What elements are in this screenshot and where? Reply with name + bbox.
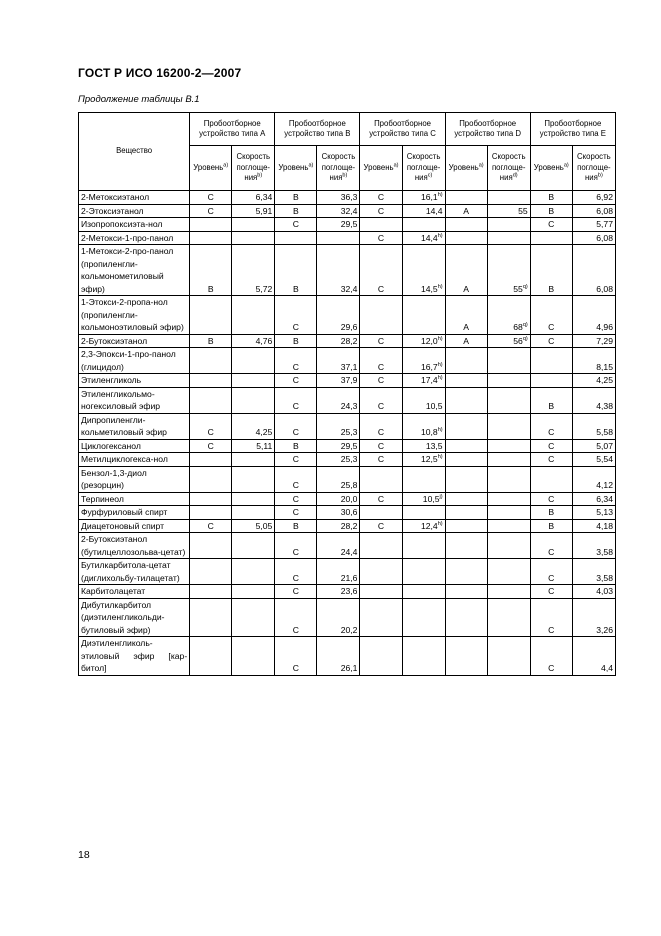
- level-cell-e: В: [530, 506, 572, 520]
- rate-cell-e: 5,58: [572, 413, 615, 439]
- level-cell-d: [445, 374, 487, 388]
- level-cell-a: В: [190, 334, 232, 348]
- level-cell-d: [445, 413, 487, 439]
- level-cell-a: С: [190, 439, 232, 453]
- table-row: [79, 296, 616, 335]
- table-row: [79, 506, 616, 520]
- footnote-marker: h): [437, 454, 443, 461]
- level-cell-d: [445, 218, 487, 232]
- rate-cell-d: [487, 598, 530, 637]
- level-cell-b: В: [275, 519, 317, 533]
- rate-cell-c: 12,0$^{h)}$: [402, 334, 445, 348]
- rate-cell-a: [232, 598, 275, 637]
- substance-name: Бутилкарбитола-цетат (диглихольбу-тилацетат): [79, 559, 190, 585]
- substance-name: Терпинеол: [79, 492, 190, 506]
- rate-cell-a: [232, 374, 275, 388]
- rate-cell-c: 10,8$^{h)}$: [402, 413, 445, 439]
- level-cell-a: В: [190, 245, 232, 296]
- substance-name: Бензол-1,3-диол (резорцин): [79, 466, 190, 492]
- rate-header-e: Скорость поглоще-ния$^{b)}$: [572, 146, 615, 191]
- level-cell-b: С: [275, 218, 317, 232]
- level-cell-d: [445, 637, 487, 676]
- rate-cell-e: 6,08: [572, 245, 615, 296]
- level-cell-d: [445, 598, 487, 637]
- rate-cell-b: 29,5: [317, 218, 360, 232]
- rate-cell-d: [487, 387, 530, 413]
- level-cell-c: [360, 598, 402, 637]
- rate-cell-a: [232, 296, 275, 335]
- rate-cell-c: 14,5$^{h)}$: [402, 245, 445, 296]
- level-cell-c: [360, 533, 402, 559]
- table-row: [79, 348, 616, 374]
- rate-cell-d: [487, 559, 530, 585]
- group-header-e: Пробоотборное устройство типа Е: [530, 113, 615, 146]
- footnote-marker: h): [437, 335, 443, 342]
- footnote-marker: h): [437, 283, 443, 290]
- substance-name: Этиленгликольмо-ногексиловый эфир: [79, 387, 190, 413]
- rate-cell-b: [317, 231, 360, 245]
- group-header-c: Пробоотборное устройство типа С: [360, 113, 445, 146]
- level-cell-b: [275, 231, 317, 245]
- rate-cell-b: 29,6: [317, 296, 360, 335]
- table-row: [79, 637, 616, 676]
- level-cell-b: С: [275, 453, 317, 467]
- rate-cell-d: [487, 413, 530, 439]
- level-cell-a: [190, 598, 232, 637]
- level-cell-c: С: [360, 492, 402, 506]
- rate-cell-a: [232, 348, 275, 374]
- level-cell-d: [445, 439, 487, 453]
- level-header-a: Уровень$^{а)}$: [190, 146, 232, 191]
- substance-name: Этиленгликоль: [79, 374, 190, 388]
- level-cell-b: С: [275, 387, 317, 413]
- level-cell-d: [445, 466, 487, 492]
- rate-cell-e: 4,25: [572, 374, 615, 388]
- table-row: [79, 374, 616, 388]
- rate-cell-c: 16,7$^{h)}$: [402, 348, 445, 374]
- substance-name: 2-Метоксиэтанол: [79, 191, 190, 205]
- rate-cell-b: 23,6: [317, 585, 360, 599]
- table-row: [79, 466, 616, 492]
- level-cell-a: [190, 506, 232, 520]
- footnote-marker: h): [437, 520, 443, 527]
- level-cell-c: [360, 585, 402, 599]
- rate-cell-b: 20,0: [317, 492, 360, 506]
- rate-cell-b: 24,4: [317, 533, 360, 559]
- rate-cell-a: 5,91: [232, 204, 275, 218]
- substance-name: Фурфуриловый спирт: [79, 506, 190, 520]
- rate-cell-b: 25,3: [317, 453, 360, 467]
- level-cell-e: С: [530, 637, 572, 676]
- level-cell-a: [190, 374, 232, 388]
- rate-header-d: Скорость поглоще-ния$^{d)}$: [487, 146, 530, 191]
- rate-cell-e: 4,03: [572, 585, 615, 599]
- table-row: [79, 453, 616, 467]
- level-cell-a: [190, 387, 232, 413]
- level-cell-d: [445, 506, 487, 520]
- rate-cell-d: [487, 218, 530, 232]
- group-header-a: Пробоотборное устройство типа А: [190, 113, 275, 146]
- level-cell-c: С: [360, 231, 402, 245]
- rate-header-a: Скорость поглоще-ния$^{b)}$: [232, 146, 275, 191]
- table-row: [79, 218, 616, 232]
- table-row: [79, 334, 616, 348]
- substance-name: 2-Этоксиэтанол: [79, 204, 190, 218]
- group-header-d: Пробоотборное устройство типа D: [445, 113, 530, 146]
- rate-cell-e: 6,92: [572, 191, 615, 205]
- table-row: [79, 245, 616, 296]
- level-cell-a: [190, 453, 232, 467]
- level-cell-d: [445, 559, 487, 585]
- rate-cell-a: 5,72: [232, 245, 275, 296]
- level-cell-e: [530, 231, 572, 245]
- rate-cell-a: [232, 559, 275, 585]
- rate-cell-c: [402, 218, 445, 232]
- level-header-e: Уровень$^{а)}$: [530, 146, 572, 191]
- level-cell-a: [190, 559, 232, 585]
- level-cell-b: В: [275, 334, 317, 348]
- level-cell-d: [445, 585, 487, 599]
- level-cell-c: [360, 296, 402, 335]
- level-cell-e: [530, 348, 572, 374]
- rate-cell-c: [402, 585, 445, 599]
- level-cell-e: В: [530, 245, 572, 296]
- table-row: [79, 413, 616, 439]
- footnote-marker: h): [437, 375, 443, 382]
- substance-name: Диэтиленгликоль-этиловый эфир [кар-битол]: [79, 637, 190, 676]
- rate-cell-a: 5,05: [232, 519, 275, 533]
- rate-cell-b: 21,6: [317, 559, 360, 585]
- rate-cell-a: 6,34: [232, 191, 275, 205]
- rate-cell-e: 4,96: [572, 296, 615, 335]
- rate-cell-c: 10,5$^{j)}$: [402, 492, 445, 506]
- level-cell-b: С: [275, 533, 317, 559]
- rate-cell-e: 4,38: [572, 387, 615, 413]
- substance-header: Вещество: [79, 113, 190, 191]
- rate-cell-e: 5,13: [572, 506, 615, 520]
- rate-cell-e: 4,4: [572, 637, 615, 676]
- rate-cell-e: 4,12: [572, 466, 615, 492]
- rate-cell-c: 13,5: [402, 439, 445, 453]
- rate-cell-e: 3,58: [572, 559, 615, 585]
- level-cell-a: [190, 348, 232, 374]
- level-cell-a: [190, 533, 232, 559]
- rate-cell-e: 6,34: [572, 492, 615, 506]
- table-row: [79, 387, 616, 413]
- rate-cell-a: [232, 533, 275, 559]
- level-cell-c: С: [360, 374, 402, 388]
- level-cell-e: В: [530, 204, 572, 218]
- footnote-marker: j): [439, 493, 443, 500]
- rate-cell-a: 5,11: [232, 439, 275, 453]
- rate-cell-e: 6,08: [572, 204, 615, 218]
- rate-cell-b: 32,4: [317, 204, 360, 218]
- level-cell-e: С: [530, 533, 572, 559]
- level-cell-a: [190, 296, 232, 335]
- level-cell-c: С: [360, 348, 402, 374]
- level-cell-d: [445, 492, 487, 506]
- page-number: 18: [78, 849, 90, 861]
- rate-cell-c: 17,4$^{h)}$: [402, 374, 445, 388]
- table-row: [79, 439, 616, 453]
- rate-cell-d: [487, 348, 530, 374]
- level-cell-e: В: [530, 191, 572, 205]
- rate-cell-c: 14,4$^{h)}$: [402, 231, 445, 245]
- level-cell-c: [360, 559, 402, 585]
- rate-cell-c: 10,5: [402, 387, 445, 413]
- rate-cell-d: [487, 533, 530, 559]
- rate-cell-d: [487, 519, 530, 533]
- level-cell-d: А: [445, 245, 487, 296]
- rate-cell-b: 20,2: [317, 598, 360, 637]
- level-cell-b: С: [275, 413, 317, 439]
- substance-name: 1-Метокси-2-про-панол (пропиленгли-кольмонометиловый эфир): [79, 245, 190, 296]
- rate-cell-a: [232, 453, 275, 467]
- substance-name: 2,3-Эпокси-1-про-панол (глицидол): [79, 348, 190, 374]
- level-cell-e: [530, 374, 572, 388]
- rate-cell-a: [232, 585, 275, 599]
- level-cell-d: [445, 453, 487, 467]
- substance-name: 2-Бутоксиэтанол: [79, 334, 190, 348]
- table-row: [79, 598, 616, 637]
- rate-cell-a: [232, 492, 275, 506]
- rate-header-c: Скорость поглоще-ния$^{с)}$: [402, 146, 445, 191]
- rate-cell-c: [402, 598, 445, 637]
- rate-cell-a: [232, 231, 275, 245]
- level-cell-d: [445, 191, 487, 205]
- rate-cell-c: [402, 506, 445, 520]
- level-cell-a: С: [190, 413, 232, 439]
- group-header-b: Пробоотборное устройство типа В: [275, 113, 360, 146]
- level-cell-e: С: [530, 492, 572, 506]
- level-header-b: Уровень$^{а)}$: [275, 146, 317, 191]
- rate-cell-e: 5,77: [572, 218, 615, 232]
- level-cell-a: [190, 231, 232, 245]
- rate-cell-b: 37,1: [317, 348, 360, 374]
- level-cell-a: [190, 585, 232, 599]
- level-cell-c: С: [360, 413, 402, 439]
- level-cell-a: С: [190, 519, 232, 533]
- rate-cell-c: 14,4: [402, 204, 445, 218]
- level-cell-d: [445, 533, 487, 559]
- table-continuation-caption: Продолжение таблицы В.1: [78, 94, 200, 105]
- rate-cell-c: [402, 296, 445, 335]
- substance-name: Метилциклогекса-нол: [79, 453, 190, 467]
- substance-name: Карбитолацетат: [79, 585, 190, 599]
- level-cell-c: С: [360, 191, 402, 205]
- footnote-marker: h): [437, 232, 443, 239]
- substance-name: Изопропоксиэта-нол: [79, 218, 190, 232]
- rate-cell-b: 37,9: [317, 374, 360, 388]
- level-cell-e: С: [530, 413, 572, 439]
- level-cell-c: С: [360, 439, 402, 453]
- footnote-marker: q): [522, 283, 528, 290]
- level-cell-d: А: [445, 204, 487, 218]
- level-cell-b: С: [275, 296, 317, 335]
- rate-cell-b: 32,4: [317, 245, 360, 296]
- substance-name: Циклогексанол: [79, 439, 190, 453]
- level-cell-a: [190, 492, 232, 506]
- rate-cell-e: 5,07: [572, 439, 615, 453]
- level-cell-b: С: [275, 585, 317, 599]
- level-cell-c: [360, 506, 402, 520]
- rate-cell-b: 28,2: [317, 334, 360, 348]
- rate-cell-e: 5,54: [572, 453, 615, 467]
- level-cell-e: В: [530, 387, 572, 413]
- rate-cell-b: 36,3: [317, 191, 360, 205]
- rate-cell-d: 56$^{q)}$: [487, 334, 530, 348]
- rate-cell-c: 16,1$^{h)}$: [402, 191, 445, 205]
- rate-cell-b: 25,8: [317, 466, 360, 492]
- level-cell-e: С: [530, 559, 572, 585]
- rate-cell-a: [232, 506, 275, 520]
- rate-cell-a: [232, 466, 275, 492]
- table-row: [79, 191, 616, 205]
- rate-cell-e: 3,58: [572, 533, 615, 559]
- level-cell-d: [445, 348, 487, 374]
- level-cell-e: С: [530, 296, 572, 335]
- level-cell-e: С: [530, 218, 572, 232]
- rate-cell-d: 55$^{q)}$: [487, 245, 530, 296]
- rate-cell-c: 12,4$^{h)}$: [402, 519, 445, 533]
- level-cell-a: [190, 466, 232, 492]
- rate-cell-d: [487, 637, 530, 676]
- level-cell-c: С: [360, 453, 402, 467]
- rate-cell-c: [402, 466, 445, 492]
- rate-header-b: Скорость поглоще-ния$^{b)}$: [317, 146, 360, 191]
- rate-cell-d: [487, 466, 530, 492]
- rate-cell-c: [402, 533, 445, 559]
- level-cell-b: С: [275, 506, 317, 520]
- level-cell-b: В: [275, 204, 317, 218]
- level-cell-d: А: [445, 296, 487, 335]
- level-cell-d: [445, 519, 487, 533]
- table-row: [79, 519, 616, 533]
- level-cell-b: С: [275, 559, 317, 585]
- rate-cell-b: 26,1: [317, 637, 360, 676]
- rate-cell-d: [487, 506, 530, 520]
- table-row: [79, 533, 616, 559]
- footnote-marker: h): [437, 427, 443, 434]
- level-cell-a: С: [190, 191, 232, 205]
- rate-cell-a: [232, 387, 275, 413]
- substance-name: Дипропиленгли-кольметиловый эфир: [79, 413, 190, 439]
- level-cell-a: С: [190, 204, 232, 218]
- level-cell-c: [360, 218, 402, 232]
- level-cell-e: С: [530, 439, 572, 453]
- substance-name: 1-Этокси-2-пропа-нол (пропиленгли-кольмоноэтиловый эфир): [79, 296, 190, 335]
- rate-cell-d: [487, 453, 530, 467]
- level-cell-d: [445, 231, 487, 245]
- level-cell-e: С: [530, 334, 572, 348]
- table-row: [79, 492, 616, 506]
- rate-cell-c: 12,5$^{h)}$: [402, 453, 445, 467]
- substance-name: 2-Бутоксиэтанол (бутилцеллозольва-цетат): [79, 533, 190, 559]
- rate-cell-c: [402, 559, 445, 585]
- footnote-marker: h): [437, 192, 443, 199]
- rate-cell-b: 30,6: [317, 506, 360, 520]
- level-cell-c: С: [360, 387, 402, 413]
- level-header-d: Уровень$^{а)}$: [445, 146, 487, 191]
- level-cell-b: С: [275, 466, 317, 492]
- rate-cell-a: [232, 218, 275, 232]
- rate-cell-d: 68$^{q)}$: [487, 296, 530, 335]
- rate-cell-d: [487, 439, 530, 453]
- substance-name: 2-Метокси-1-про-панол: [79, 231, 190, 245]
- level-cell-e: [530, 466, 572, 492]
- rate-cell-d: [487, 191, 530, 205]
- table-row: [79, 559, 616, 585]
- rate-cell-b: 24,3: [317, 387, 360, 413]
- rate-cell-d: [487, 374, 530, 388]
- rate-cell-e: 4,18: [572, 519, 615, 533]
- level-cell-b: С: [275, 348, 317, 374]
- level-cell-c: С: [360, 334, 402, 348]
- level-cell-a: [190, 218, 232, 232]
- level-cell-b: С: [275, 637, 317, 676]
- level-cell-a: [190, 637, 232, 676]
- substance-name: Диацетоновый спирт: [79, 519, 190, 533]
- rate-cell-e: 7,29: [572, 334, 615, 348]
- rate-cell-c: [402, 637, 445, 676]
- rate-cell-e: 3,26: [572, 598, 615, 637]
- footnote-marker: q): [522, 322, 528, 329]
- table-row: [79, 204, 616, 218]
- rate-cell-e: 8,15: [572, 348, 615, 374]
- level-cell-e: С: [530, 598, 572, 637]
- rate-cell-b: 28,2: [317, 519, 360, 533]
- level-cell-e: С: [530, 453, 572, 467]
- level-cell-e: В: [530, 519, 572, 533]
- footnote-marker: q): [522, 335, 528, 342]
- footnote-marker: h): [437, 361, 443, 368]
- rate-cell-a: 4,25: [232, 413, 275, 439]
- rate-cell-d: [487, 231, 530, 245]
- sampler-uptake-table: [78, 112, 616, 676]
- substance-name: Дибутилкарбитол (диэтиленгликольди-бутиловый эфир): [79, 598, 190, 637]
- level-cell-d: [445, 387, 487, 413]
- level-cell-b: В: [275, 191, 317, 205]
- rate-cell-a: 4,76: [232, 334, 275, 348]
- level-header-c: Уровень$^{а)}$: [360, 146, 402, 191]
- level-cell-b: С: [275, 598, 317, 637]
- level-cell-b: В: [275, 245, 317, 296]
- document-header: ГОСТ Р ИСО 16200-2—2007: [78, 66, 242, 80]
- level-cell-c: С: [360, 245, 402, 296]
- level-cell-c: С: [360, 519, 402, 533]
- level-cell-d: А: [445, 334, 487, 348]
- table-row: [79, 585, 616, 599]
- rate-cell-d: [487, 585, 530, 599]
- table-row: [79, 231, 616, 245]
- level-cell-c: [360, 466, 402, 492]
- rate-cell-b: 29,5: [317, 439, 360, 453]
- level-cell-c: [360, 637, 402, 676]
- rate-cell-b: 25,3: [317, 413, 360, 439]
- level-cell-c: С: [360, 204, 402, 218]
- level-cell-b: С: [275, 374, 317, 388]
- rate-cell-d: [487, 492, 530, 506]
- rate-cell-a: [232, 637, 275, 676]
- level-cell-e: С: [530, 585, 572, 599]
- level-cell-b: В: [275, 439, 317, 453]
- rate-cell-e: 6,08: [572, 231, 615, 245]
- rate-cell-d: 55: [487, 204, 530, 218]
- level-cell-b: С: [275, 492, 317, 506]
